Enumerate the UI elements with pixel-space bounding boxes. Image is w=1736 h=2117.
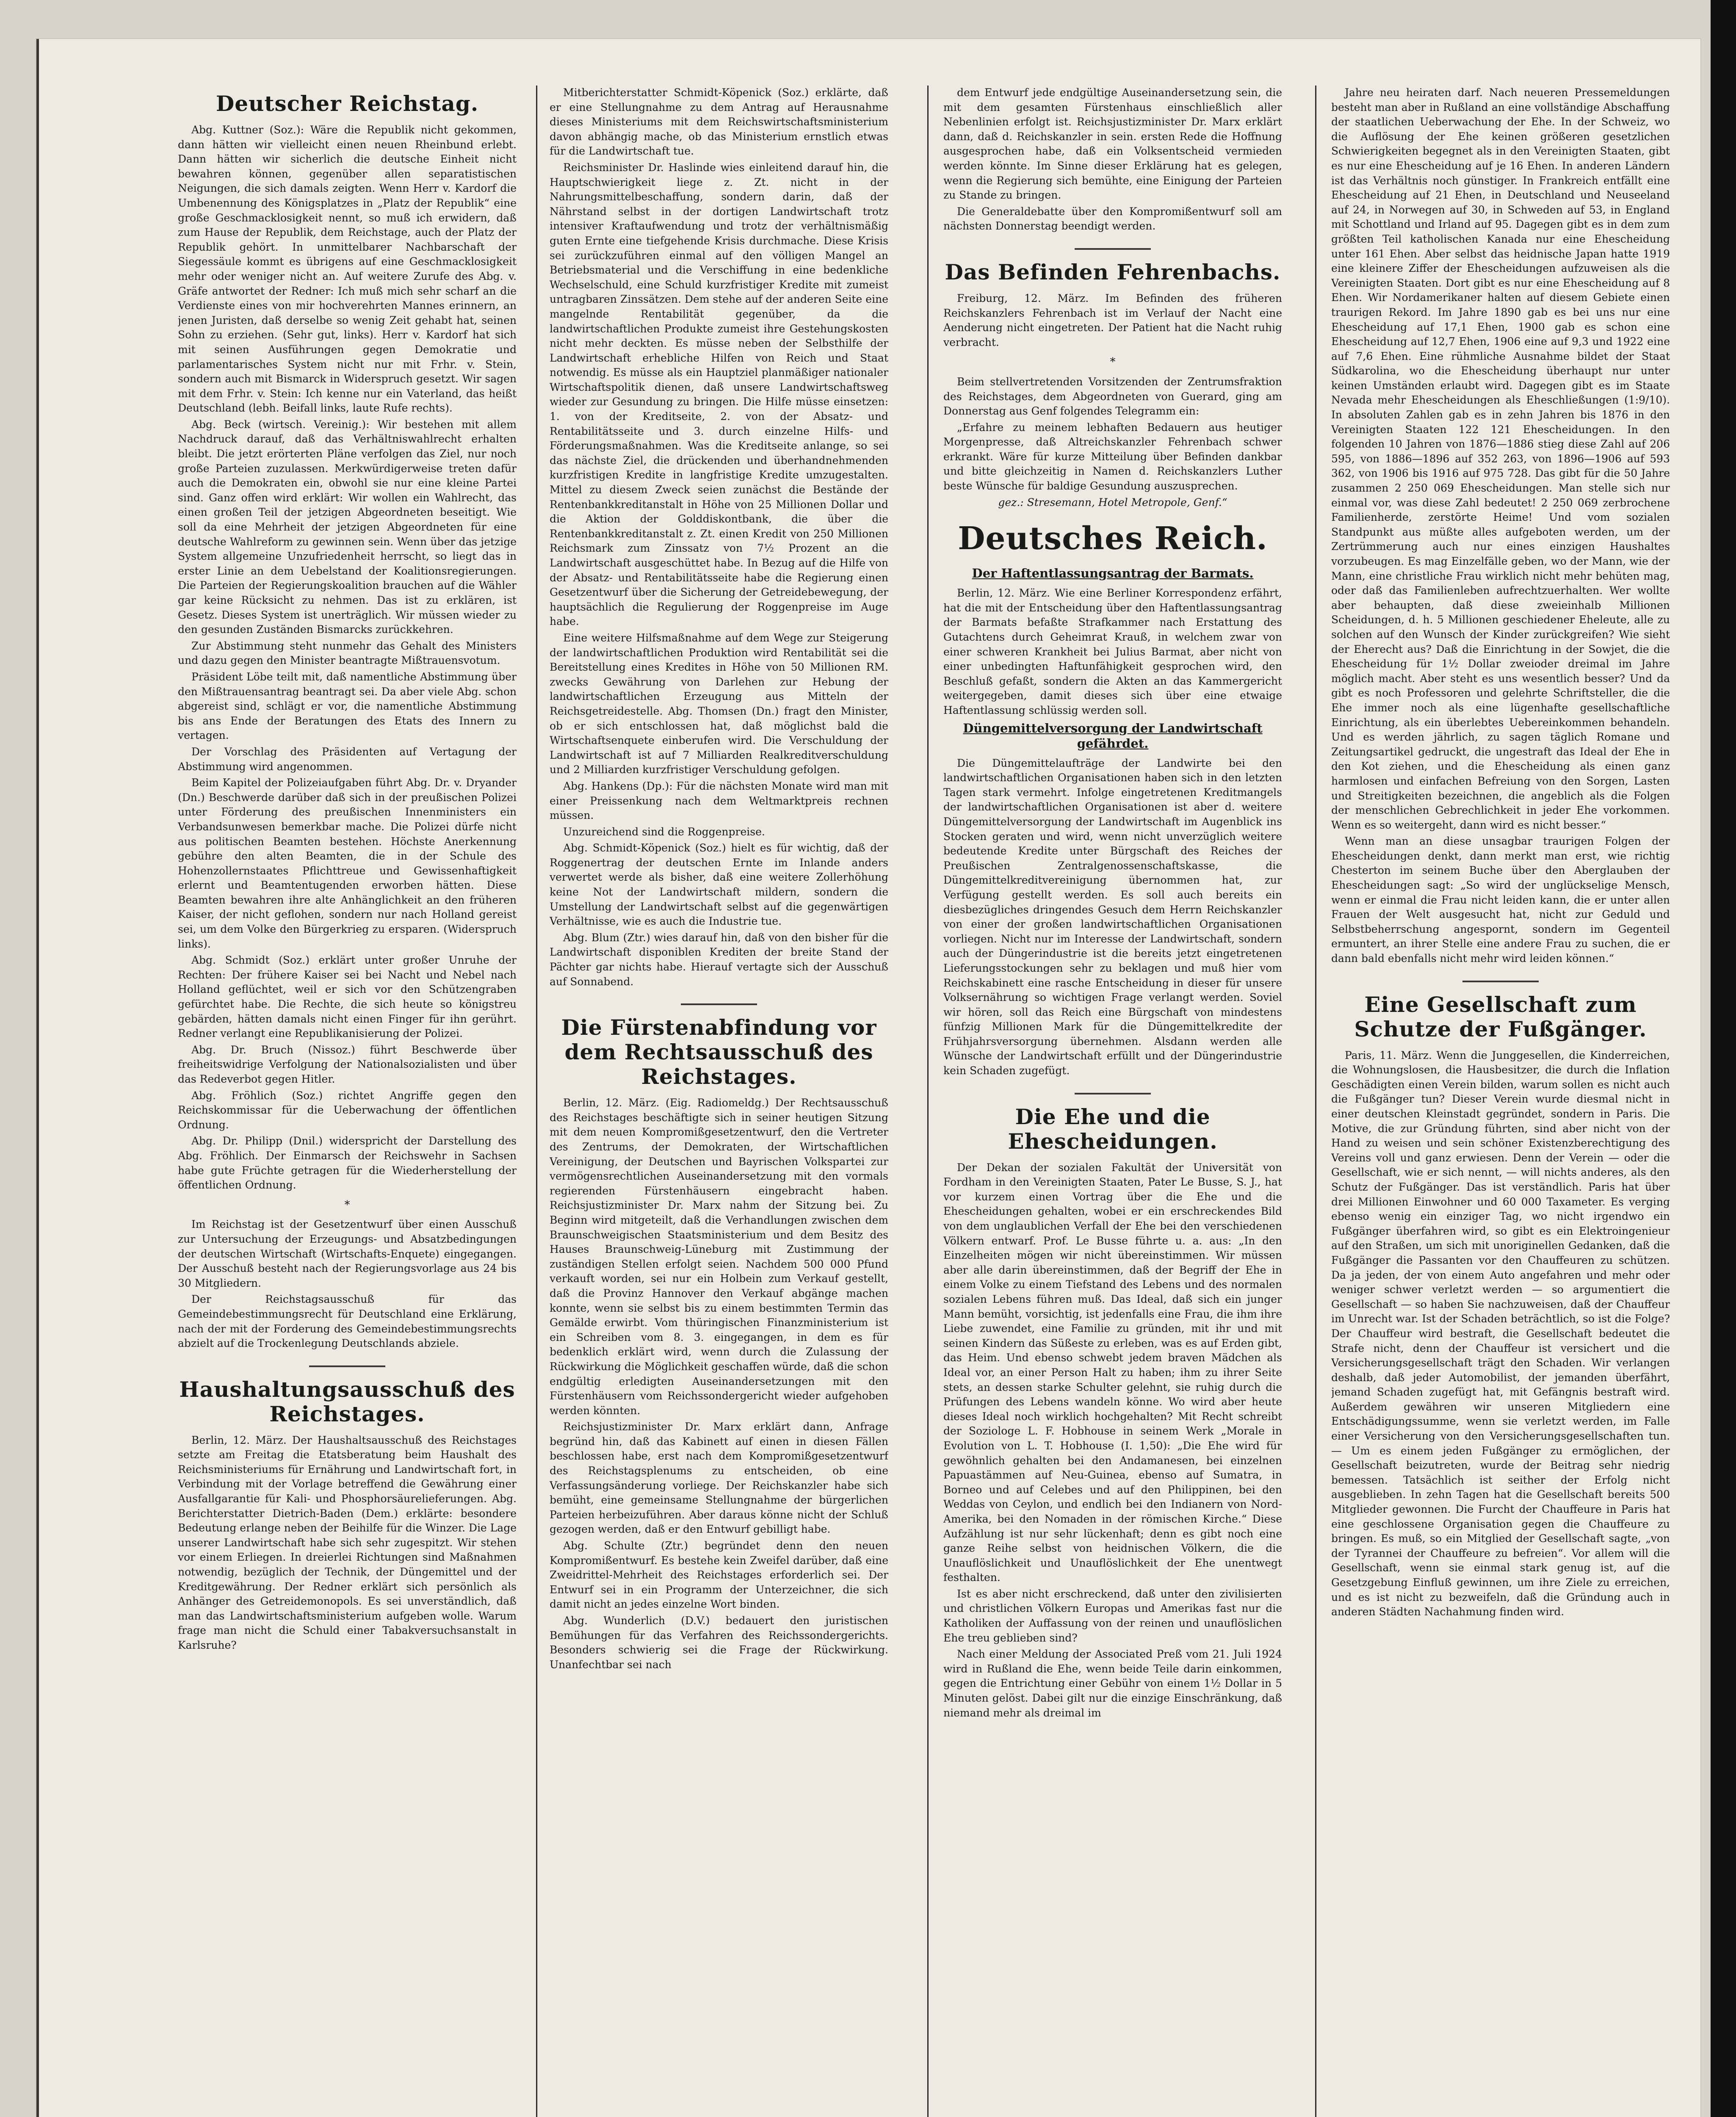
page-edge-shadow [36,39,39,2117]
scan-border [1711,0,1736,2117]
column-divider [536,86,537,2117]
column-divider [927,86,929,2117]
article-separator [681,1003,757,1005]
article-paragraph: Abg. Kuttner (Soz.): Wäre die Republik nicht gekommen, dann hätten wir vielleicht einen neuen Rheinbund erlebt. Dann hätten wir sicherlich die deutsche Einheit nicht bewahren können, gegenüber allen separatistischen Neigungen, die sich damals zeigten. Wenn Herr v. Kardorf die Umbenennung des Königsplatzes in „Platz der Republik“ eine große Geschmacklosigkeit nennt, so muß ich erwidern, daß zum Hause der Republik, dem Reichstage, auch der Platz der Republik gehört. In unmittelbarer Nachbarschaft der Siegessäule kommt es übrigens auf eine Geschmacklosigkeit mehr oder weniger nicht an. Auf weitere Zurufe des Abg. v. Gräfe antwortet der Redner: Ich muß mich sehr scharf an die Verdienste eines von mir hochverehrten Mannes erinnern, an jenen Juristen, daß derselbe so wenig Zeit gehabt hat, seinen Sohn zu erziehen. (Sehr gut, links). Herr v. Kardorf hat sich mit seinen Ausführungen gegen Demokratie und parlamentarisches System nicht nur mit Frhr. v. Stein, sondern auch mit Bismarck in Widerspruch gesetzt. Wir sagen mit dem Frhr. v. Stein: Ich kenne nur ein Vaterland, das heißt Deutschland (lebh. Beifall links, laute Rufe rechts). [178,124,517,415]
article-headline: Die Ehe und die Ehescheidungen. [1008,1104,1218,1154]
column-1 [178,86,517,2117]
article-paragraph: Nach einer Meldung der Associated Preß vom 21. Juli 1924 wird in Rußland die Ehe, wenn beide Teile darin einkommen, gegen die Entrichtung einer Gebühr von einem 1½ Dollar in 5 Minuten gelöst. Dabei gilt nur die einzige Einschränkung, daß niemand mehr als dreimal im [943,1648,1282,1719]
article-headline: Das Befinden Fehrenbachs. [945,259,1281,285]
article-paragraph: Zur Abstimmung steht nunmehr das Gehalt des Ministers und dazu gegen den Minister beantragte Mißtrauensvotum. [178,639,517,667]
article-paragraph: Der Dekan der sozialen Fakultät der Universität von Fordham in den Vereinigten Staaten, Pater Le Busse, S. J., hat vor kurzem einen Vortrag über die Ehe und die Ehescheidungen gehalten, wobei er ein erschreckendes Bild von dem unglaublichen Verfall der Ehe bei den verschiedenen Völkern entwarf. Prof. Le Busse führte u. a. aus: „In den Einzelheiten mögen wir nicht übereinstimmen. Wir müssen aber alle darin übereinstimmen, daß der Begriff der Ehe in einem Volke zu einem Tiefstand des Lebens und des normalen sozialen Lebens führen muß. Das Ideal, daß sich ein junger Mann bemüht, vorsichtig, ist jedenfalls eine Frau, die ihm ihre Liebe zuwendet, eine Familie zu gründen, mit ihr und mit seinen Kindern das Süßeste zu erleben, was es auf Erden gibt, das Heim. Und ebenso schwebt jedem braven Mädchen als Ideal vor, an einer Person Halt zu haben; ihm zu ihrer Seite stets, an dessen starke Schulter gelehnt, sie ruhig durch die Prüfungen des Lebens wandeln könne. Wo wird aber heute dieses Ideal noch wirklich hochgehalten? Mit Recht schreibt der Soziologe L. F. Hobhouse in seinem Werk „Morale in Evolution von L. T. Hobhouse (I. 1,50): „Die Ehe wird für gewöhnlich gehalten bei den Andamanesen, bei einzelnen Papuastämmen auf Neu-Guinea, ebenso auf Sumatra, in Borneo und auf Celebes und auf den Philippinen, bei den Weddas von Ceylon, und endlich bei den Indianern von Nord-Amerika, bei den Nomaden in der römischen Kirche.“ Diese Aufzählung ist nur sehr lückenhaft; denn es gibt noch eine ganze Reihe selbst von heidnischen Völkern, die die Unauflöslichkeit und Unauflöslichkeit der Ehe unentwegt festhalten. [943,1161,1282,1584]
article-paragraph: Die Generaldebatte über den Kompromißentwurf soll am nächsten Donnerstag beendigt werden. [943,205,1282,232]
article-headline: Deutscher Reichstag. [216,91,479,116]
article-headline: Haushaltungsausschuß des Reichstages. [179,1376,515,1426]
asterisk-separator: * [1110,356,1116,369]
article-paragraph: Abg. Hankens (Dp.): Für die nächsten Monate wird man mit einer Preissenkung nach dem Weltmarktpreis rechnen müssen. [550,779,888,822]
article-paragraph: Wenn man an diese unsagbar traurigen Folgen der Ehescheidungen denkt, dann merkt man erst, wie richtig Chesterton im seinem Buche über den Aberglauben der Ehescheidungen sagt: „So wird der unglückselige Mensch, wenn er einmal die Frau nicht leiden kann, die er unter allen Frauen der Welt ausgesucht hat, nicht zur Geduld und Selbstbeherrschung angespornt, sondern im Gegenteil ermuntert, an ihrer Stelle eine andere Frau zu suchen, die er dann bald ebenfalls nicht mehr wird leiden können.“ [1331,835,1670,965]
article-headline: Die Fürstenabfindung vor dem Rechtsausschuß des Reichstages. [561,1015,877,1089]
article-paragraph: Abg. Beck (wirtsch. Vereinig.): Wir bestehen mit allem Nachdruck darauf, daß das Verhältniswahlrecht erhalten bleibt. Die jetzt erörterten Pläne verfolgen das Ziel, nur noch große Parteien zuzulassen. Merkwürdigerweise treten dafür auch die Demokraten ein, obwohl sie nur eine kleine Partei sind. Ganz offen wird erklärt: Wir wollen ein Wahlrecht, das einen großen Teil der jetzigen Abgeordneten beseitigt. Wie soll da eine Mehrheit der jetzigen Abgeordneten für eine deutsche Wahlreform zu gewinnen sein. Wenn über das jetzige System allgemeine Unzufriedenheit herrscht, so liegt das in erster Linie an dem Uebelstand der Koalitionsregierungen. Die Parteien der Regierungskoalition brauchen auf die Wähler gar keine Rücksicht zu nehmen. Das ist zu erklären, ist Gesetz. Dieses System ist unerträglich. Wir müssen wieder zu den gesunden Zuständen Bismarcks zurückkehren. [178,418,517,636]
article-paragraph: Abg. Dr. Bruch (Nissoz.) führt Beschwerde über freiheitswidrige Verfolgung der Nationalsozialisten und über das Redeverbot gegen Hitler. [178,1043,517,1085]
article-headline: Eine Gesellschaft zum Schutze der Fußgänger. [1354,992,1647,1042]
article-paragraph: Beim stellvertretenden Vorsitzenden der Zentrumsfraktion des Reichstages, dem Abgeordneten von Guerard, ging am Donnerstag aus Genf folgendes Telegramm ein: [943,375,1282,417]
article-paragraph: Abg. Schmidt-Köpenick (Soz.) hielt es für wichtig, daß der Roggenertrag der deutschen Ernte im Inlande anders verwertet werde als bisher, daß eine weitere Zollerhöhung keine Not der Landwirtschaft mildern, sondern die Umstellung der Landwirtschaft selbst auf die gegenwärtigen Verhältnisse, wie es auch die Industrie tue. [550,842,888,928]
column-2 [550,86,888,2117]
article-separator [1462,981,1539,982]
newspaper-page [36,39,1700,2117]
article-separator [1075,248,1151,250]
article-paragraph: Abg. Dr. Philipp (Dnil.) widerspricht der Darstellung des Abg. Fröhlich. Der Einmarsch der Reichswehr in Sachsen habe gute Früchte getragen für die Wiederherstellung der öffentlichen Ordnung. [178,1135,517,1191]
article-paragraph: Berlin, 12. März. (Eig. Radiomeldg.) Der Rechtsausschuß des Reichstages beschäftigte sich in seiner heutigen Sitzung mit dem neuen Kompromißgesetzentwurf, den die Vertreter des Zentrums, der Demokraten, der Wirtschaftlichen Vereinigung, der Deutschen und Bayrischen Volkspartei zur vermögensrechtlichen Auseinandersetzung mit den vormals regierenden Fürstenhäusern eingebracht haben. Reichsjustizminister Dr. Marx nahm der Sitzung bei. Zu Beginn wird mitgeteilt, daß die Verhandlungen zwischen dem Braunschweigischen Staatsministerium und dem Besitz des Hauses Braunschweig-Lüneburg mit Zustimmung der zuständigen Stellen erfolgt seien. Nachdem 500 000 Pfund verkauft worden, sei nur ein Holbein zum Verkauf gestellt, daß die Provinz Hannover den Verkauf abgänge machen konnte, wenn sie selbst bis zu einem bestimmten Termin das Gemälde erwirbt. Vom thüringischen Finanzministerium ist ein Schreiben vom 8. 3. eingegangen, in dem es für bedenklich erklärt wird, wenn durch die Zulassung der Rückwirkung die Möglichkeit geschaffen würde, daß die schon endgültig erledigten Auseinandersetzungen mit den Fürstenhäusern vom Reichssondergericht wieder aufgehoben werden könnten. [550,1097,888,1417]
article-separator [1075,1093,1151,1094]
article-separator [309,1365,385,1367]
article-paragraph: Abg. Schulte (Ztr.) begründet denn den neuen Kompromißentwurf. Es bestehe kein Zweifel darüber, daß eine Zweidrittel-Mehrheit des Reichstages erforderlich sei. Der Entwurf sei in ein Programm der Unterzeichner, die sich damit nicht an jedes einzelne Wort binden. [550,1539,888,1611]
column-3 [943,86,1282,2117]
article-paragraph: dem Entwurf jede endgültige Auseinandersetzung sein, die mit dem gesamten Fürstenhaus einschließlich aller Nebenlinien erfolgt ist. Reichsjustizminister Dr. Marx erklärt dann, daß d. Reichskanzler in sein. ersten Rede die Hoffnung ausgesprochen habe, daß ein Volksentscheid vermieden werden könnte. Im Sinne dieser Erklärung hat es gelegen, wenn die Regierung sich bemühte, eine Einigung der Parteien zu Stande zu bringen. [943,86,1282,202]
article-paragraph: Der Reichstagsausschuß für das Gemeindebestimmungsrecht für Deutschland eine Erklärung, nach der mit der Forderung des Gemeindebestimmungsrechts abzielt auf die Trockenlegung Deutschlands abziele. [178,1293,517,1350]
article-paragraph: Beim Kapitel der Polizeiaufgaben führt Abg. Dr. v. Dryander (Dn.) Beschwerde darüber daß sich in der preußischen Polizei unter Förderung des preußischen Innenministers ein Verbandsunwesen bemerkbar mache. Die Polizei dürfe nicht aus politischen Beamten bestehen. Höchste Anerkennung gebühre den alten Beamten, die in der Schule des Hohenzollernstaates Pflichttreue und Gewissenhaftigkeit erlernt und Beamtentugenden erworben hätten. Diese Beamten bewahren ihre alte Anhänglichkeit an den früheren Kaiser, der nicht geflohen, sondern nur nach Holland gereist sei, um dem Volke den Bürgerkrieg zu ersparen. (Widerspruch links). [178,777,517,950]
article-paragraph: Präsident Löbe teilt mit, daß namentliche Abstimmung über den Mißtrauensantrag beantragt sei. Da aber viele Abg. schon abgereist sind, schlägt er vor, die namentliche Abstimmung bis ans Ende der Beratungen des Etats des Innern zu vertagen. [178,670,517,742]
article-paragraph: Freiburg, 12. März. Im Befinden des früheren Reichskanzlers Fehrenbach ist im Verlauf der Nacht eine Aenderung nicht eingetreten. Der Patient hat die Nacht ruhig verbracht. [943,292,1282,348]
article-paragraph: Der Vorschlag des Präsidenten auf Vertagung der Abstimmung wird angenommen. [178,745,517,773]
article-paragraph: Abg. Wunderlich (D.V.) bedauert den juristischen Bemühungen für das Verfahren des Reichssondergerichts. Besonders schwierig sei die Frage der Rückwirkung. Unanfechtbar sei nach [550,1614,888,1671]
asterisk-separator: * [344,1198,350,1211]
column-divider [1315,86,1316,2117]
article-paragraph: Berlin, 12. März. Der Haushaltsausschuß des Reichstages setzte am Freitag die Etatsberatung beim Haushalt des Reichsministeriums für Ernährung und Landwirtschaft fort, in Verbindung mit der Vorlage betreffend die Gewährung einer Ausfallgarantie für Kali- und Phosphorsäurelieferungen. Abg. Berichterstatter Dietrich-Baden (Dem.) erklärte: besondere Bedeutung erlange neben der Beihilfe für die Winzer. Die Lage unserer Landwirtschaft habe sich sehr zugespitzt. Wir stehen vor einem Erliegen. In dreierlei Richtungen sind Maßnahmen notwendig, bezüglich der Technik, der Düngemittel und der Kreditgewährung. Der Redner erklärt sich persönlich als Anhänger des Getreidemonopols. Es sei unverständlich, daß man das Landwirtschaftsministerium aufgeben wolle. Warum frage man nicht die Schuld einer Tabakversuchsanstalt in Karlsruhe? [178,1434,517,1651]
article-paragraph: Jahre neu heiraten darf. Nach neueren Pressemeldungen besteht man aber in Rußland an eine vollständige Abschaffung der staatlichen Ueberwachung der Ehe. In der Schweiz, wo die Auflösung der Ehe keinen größeren gesetzlichen Schwierigkeiten begegnet als in den Vereinigten Staaten, gibt es nur eine Ehescheidung auf je 16 Ehen. In anderen Ländern ist das Verhältnis noch günstiger. In Frankreich entfällt eine Ehescheidung auf 21 Ehen, in Deutschland und Neuseeland auf 24, in Norwegen auf 30, in Schweden auf 53, in England mit Schottland und Irland auf 95. Dagegen gibt es in dem zum größten Teil katholischen Kanada nur eine Ehescheidung unter 161 Ehen. Aber selbst das heidnische Japan hatte 1919 eine kleinere Ziffer der Ehescheidungen aufzuweisen als die Vereinigten Staaten. Dort gibt es nur eine Ehescheidung auf 8 Ehen. Wir Nordamerikaner halten auf diesem Gebiete einen traurigen Rekord. Im Jahre 1890 gab es bei uns nur eine Ehescheidung auf 17,1 Ehen, 1900 gab es schon eine Ehescheidung auf 12,7 Ehen, 1906 eine auf 9,3 und 1922 eine auf 7,6 Ehen. Eine rühmliche Ausnahme bildet der Staat Südkarolina, wo die Ehescheidung überhaupt nur unter keinen Umständen erlaubt wird. Dagegen gibt es im Staate Nevada mehr Ehescheidungen als Eheschließungen (1:9/10). In absoluten Zahlen gab es in zehn Jahren bis 1876 in den Vereinigten Staaten 122 121 Ehescheidungen. In den folgenden 10 Jahren von 1876—1886 stieg diese Zahl auf 206 595, von 1886—1896 auf 352 263, von 1896—1906 auf 593 362, von 1906 bis 1916 auf 975 728. Das gibt für die 50 Jahre zusammen 2 250 069 Ehescheidungen. Man stelle sich nur einmal vor, was diese Zahl bedeutet! 2 250 069 zerbrochene Familienherde, zerstörte Heime! Und vom sozialen Standpunkt aus müßte alles aufgeboten werden, um der Zertrümmerung auch nur eines einzigen Haushaltes vorzubeugen. Es mag Einzelfälle geben, wo der Mann, wie der Mann, eine christliche Frau wirklich nicht mehr behüten mag, oder daß das Familienleben aufrechtzuerhalten. Wer wollte aber behaupten, daß diese zweieinhalb Millionen Scheidungen, d. h. 5 Millionen geschiedener Eheleute, alle zu solchen auf den Wunsch der Kinder zurückgreifen? Wie sieht der Eherecht aus? Daß die Einrichtung in der Sowjet, die die Ehescheidung für 1½ Dollar zweioder dreimal im Jahre möglich macht. Aber steht es uns wesentlich besser? Und da gibt es noch Professoren und gelehrte Schriftsteller, die die Ehe immer noch als eine lügenhafte gesellschaftliche Einrichtung, als ein überlebtes Uebereinkommen behandeln. Und es werden jährlich, zu sagen täglich Romane und Zeitungsartikel gedruckt, die ungestraft das Ideal der Ehe in den Kot ziehen, und die Ehescheidung als einen ganz harmlosen und einfachen Befreiung von den Sorgen, Lasten und Streitigkeiten bezeichnen, die angeblich als die Folgen der menschlichen Gebrechlichkeit in jeder Ehe vorkommen. Wenn es so weitergeht, dann wird es nicht besser.“ [1331,86,1670,831]
article-paragraph: „Erfahre zu meinem lebhaften Bedauern aus heutiger Morgenpresse, daß Altreichskanzler Fehrenbach schwer erkrankt. Wäre für kurze Mitteilung über Befinden dankbar und bitte gleichzeitig in Namen d. Reichskanzlers Luther beste Wünsche für baldige Gesundung auszusprechen. [943,421,1282,492]
article-paragraph: Reichsminister Dr. Haslinde wies einleitend darauf hin, die Hauptschwierigkeit liege z. Zt. nicht in der Nahrungsmittelbeschaffung, sondern darin, daß der Nährstand selbst in der dortigen Landwirtschaft trotz intensiver Kraftaufwendung und trotz der verhältnismäßig guten Ernte eine tiefgehende Krisis durchmache. Diese Krisis sei zurückzuführen einmal auf den völligen Mangel an Betriebsmaterial und die Verschiffung in eine bedenkliche Wechselschuld, eine Schuld kurzfristiger Kredite mit zumeist untragbaren Zinssätzen. Dem stehe auf der anderen Seite eine mangelnde Rentabilität gegenüber, da die landwirtschaftlichen Produkte zumeist ihre Gestehungskosten nicht mehr deckten. Es müsse neben der Selbsthilfe der Landwirtschaft erhebliche Hilfen von Reich und Staat notwendig. Es müsse als ein Hauptziel planmäßiger nationaler Wirtschaftspolitik dienen, daß unsere Landwirtschaftsweg wieder zur Gesundung zu bringen. Die Hilfe müsse einsetzen: 1. von der Kreditseite, 2. von der Absatz- und Rentabilitätsseite und 3. durch einzelne Hilfs- und Förderungsmaßnahmen. Was die Kreditseite anlange, so sei das nächste Ziel, die drückenden und überhandnehmenden kurzfristigen Kredite in langfristige Kredite umzugestalten. Mittel zu diesem Zweck seien zunächst die Bestände der Rentenbankkreditanstalt in Höhe von 25 Millionen Dollar und die Aktion der Golddiskontbank, die über die Rentenbankkreditanstalt z. Zt. einen Kredit von 250 Millionen Reichsmark zum Zinssatz von 7½ Prozent an die Landwirtschaft ausgeschüttet habe. In Bezug auf die Hilfe von der Absatz- und Rentabilitätsseite habe die Regierung einen Gesetzentwurf über die Sicherung der Getreidebewegung, der hauptsächlich die Regulierung der Roggenpreise im Auge habe. [550,161,888,628]
article-paragraph: Abg. Schmidt (Soz.) erklärt unter großer Unruhe der Rechten: Der frühere Kaiser sei bei Nacht und Nebel nach Holland geflüchtet, weil er sich vor den Schützengraben gefürchtet habe. Die Rechte, die sich heute so königstreu gebärden, hätten damals nicht einen Finger für ihn gerührt. Redner verlangt eine Republikanisierung der Polizei. [178,954,517,1040]
section-headline: Deutsches Reich. [958,520,1268,557]
article-paragraph: Abg. Blum (Ztr.) wies darauf hin, daß von den bisher für die Landwirtschaft disponiblen Krediten der breite Stand der Pächter gar nichts habe. Hierauf vertagte sich der Ausschuß auf Sonnabend. [550,931,888,988]
article-paragraph: Reichsjustizminister Dr. Marx erklärt dann, Anfrage begründ hin, daß das Kabinett auf einen in diesen Fällen beschlossen habe, erst nach dem Kompromißgesetzentwurf des Reichstagsplenums zu entscheiden, ob eine Verfassungsänderung vorliege. Der Reichskanzler habe sich bemüht, eine gemeinsame Stellungnahme der bürgerlichen Parteien herbeizuführen. Aber daraus könne nicht der Schluß gezogen werden, daß er den Entwurf gebilligt habe. [550,1421,888,1536]
article-paragraph: Die Düngemittelaufträge der Landwirte bei den landwirtschaftlichen Organisationen haben sich in den letzten Tagen stark vermehrt. Infolge eingetretenen Kreditmangels der landwirtschaftlichen Organisationen ist aber d. weitere Düngemittelversorgung der Landwirtschaft im Augenblick ins Stocken geraten und wird, wenn nicht unverzüglich weitere bedeutende Kredite unter Bürgschaft des Reiches der Preußischen Zentralgenossenschaftskasse, die Düngemittelkreditvereinigung übernommen hat, zur Verfügung gestellt werden. Es soll auch bereits ein diesbezügliches dringendes Gesuch dem Herrn Reichskanzler von einer der großen landwirtschaftlichen Organisationen vorliegen. Nicht nur im Interesse der Landwirtschaft, sondern auch der Düngerindustrie ist die bereits jetzt eingetretenen Lieferungsstockungen sehr zu beklagen und muß hier vom Reichskabinett eine rasche Entscheidung in dieser für unsere Volksernährung so wichtigen Frage verlangt werden. Soviel wir hören, soll das Reich eine Bürgschaft von mindestens fünfzig Millionen Mark für die Düngemittelkredite der Frühjahrsversorgung übernehmen. Alsdann werden alle Wünsche der Landwirtschaft erfüllt und der Düngerindustrie kein Schaden zugefügt. [943,757,1282,1077]
article-subheadline: Düngemittelversorgung der Landwirtschaft gefährdet. [963,721,1263,751]
article-paragraph: Unzureichend sind die Roggenpreise. [563,825,765,838]
article-paragraph: Im Reichstag ist der Gesetzentwurf über einen Ausschuß zur Untersuchung der Erzeugungs- und Absatzbedingungen der deutschen Wirtschaft (Wirtschafts-Enquete) eingegangen. Der Ausschuß besteht nach der Regierungsvorlage aus 24 bis 30 Mitgliedern. [178,1218,517,1289]
article-paragraph: Abg. Fröhlich (Soz.) richtet Angriffe gegen den Reichskommissar für die Ueberwachung der öffentlichen Ordnung. [178,1089,517,1131]
article-paragraph: Mitberichterstatter Schmidt-Köpenick (Soz.) erklärte, daß er eine Stellungnahme zu dem Antrag auf Herausnahme dieses Ministeriums mit dem Reichswirtschaftsministerium davon abhängig mache, ob das Ministerium ernstlich etwas für die Landwirtschaft tue. [550,86,888,158]
article-paragraph: Eine weitere Hilfsmaßnahme auf dem Wege zur Steigerung der landwirtschaftlichen Produktion wird Rentabilität sei die Bereitstellung eines Kredites in Höhe von 50 Millionen RM. zwecks Gewährung von Darlehen zur Hebung der landwirtschaftlichen Erzeugung aus Mitteln der Reichsgetreidestelle. Abg. Thomsen (Dn.) fragt den Minister, ob er sich entschlossen hat, daß möglichst bald die Wirtschaftsenquete einberufen wird. Die Verschuldung der Landwirtschaft ist auf 7 Milliarden Realkreditverschuldung und 2 Milliarden kurzfristiger Verschuldung gefolgen. [550,631,888,776]
article-paragraph: Berlin, 12. März. Wie eine Berliner Korrespondenz erfährt, hat die mit der Entscheidung über den Haftentlassungsantrag der Barmats befaßte Strafkammer nach Erstattung des Gutachtens durch Geheimrat Krauß, in welchem zwar von einer schweren Krankheit bei Julius Barmat, aber nicht von einer unbedingten Haftunfähigkeit gesprochen wird, den Beschluß gefaßt, sondern die Akten an das Kammergericht weitergegeben, damit dieses sich über eine etwaige Haftentlassung schlüssig werden soll. [943,587,1282,716]
article-paragraph: Ist es aber nicht erschreckend, daß unter den zivilisierten und christlichen Völkern Europas und Amerikas fast nur die Katholiken der Auffassung von der reinen und unauflöslichen Ehe treu geblieben sind? [943,1587,1282,1644]
article-paragraph: Paris, 11. März. Wenn die Junggesellen, die Kinderreichen, die Wohnungslosen, die Hausbesitzer, die durch die Inflation Geschädigten einen Verein bilden, warum sollen es nicht auch die Fußgänger tun? Dieser Verein wurde diesmal nicht in einer deutschen Kleinstadt gegründet, sondern in Paris. Die Motive, die zur Gründung führten, sind aber nicht von der Hand zu weisen und sein schöner Existenzberechtigung des Vereins voll und ganz erwiesen. Denn der Verein — oder die Gesellschaft, wie er sich nennt, — will nichts anderes, als den Schutz der Fußgänger. Das ist verständlich. Paris hat über drei Millionen Einwohner und 60 000 Taxameter. Es verging ebenso wenig ein einziger Tag, wo nicht irgendwo ein Fußgänger überfahren wird, so gibt es ein Elektroingenieur auf den Straßen, um sich mit unoriginellen Gedanken, daß die Fußgänger die Passanten vor den Chauffeuren zu schützen. Da ja jeden, der von einem Auto angefahren und mehr oder weniger schwer verletzt werden — so argumentiert die Gesellschaft — so haben Sie nachzuweisen, daß der Chauffeur im Unrecht war. Ist der Schaden beträchtlich, so ist die Folge? Der Chauffeur wird bestraft, die Gesellschaft bedeutet die Strafe nicht, denn der Chauffeur ist versichert und die Versicherungsgesellschaft trägt den Schaden. Wir verlangen deshalb, daß jeder Automobilist, der jemanden überfährt, jemand Schaden zugefügt hat, mit Gefängnis bestraft wird. Außerdem gewähren wir unseren Mitgliedern eine Entschädigungssumme, wenn sie verletzt werden, im Falle einer Versicherung von den Versicherungsgesellschaften tun. — Um es einem jeden Fußgänger zu ermöglichen, der Gesellschaft beizutreten, wurde der Beitrag sehr niedrig bemessen. Tatsächlich ist seither der Erfolg nicht ausgeblieben. In zehn Tagen hat die Gesellschaft bereits 500 Mitglieder gewonnen. Die Furcht der Chauffeure in Paris hat eine geschlossene Organisation gegen die Chauffeure zu bringen. Es muß, so ein Mitglied der Gesellschaft sagte, „von der Tyrannei der Chauffeure zu befreien“. Vor allem will die Gesellschaft, wenn sie einmal stark genug ist, auf die Gesetzgebung Einfluß gewinnen, um ihre Ziele zu erreichen, und es ist nicht zu bezweifeln, daß die Gründung auch in anderen Städten Nachahmung finden wird. [1331,1049,1670,1618]
column-4 [1331,86,1670,2117]
article-subheadline: Der Haftentlassungsantrag der Barmats. [972,566,1254,581]
signature-line: gez.: Stresemann, Hotel Metropole, Genf.“ [998,496,1227,509]
